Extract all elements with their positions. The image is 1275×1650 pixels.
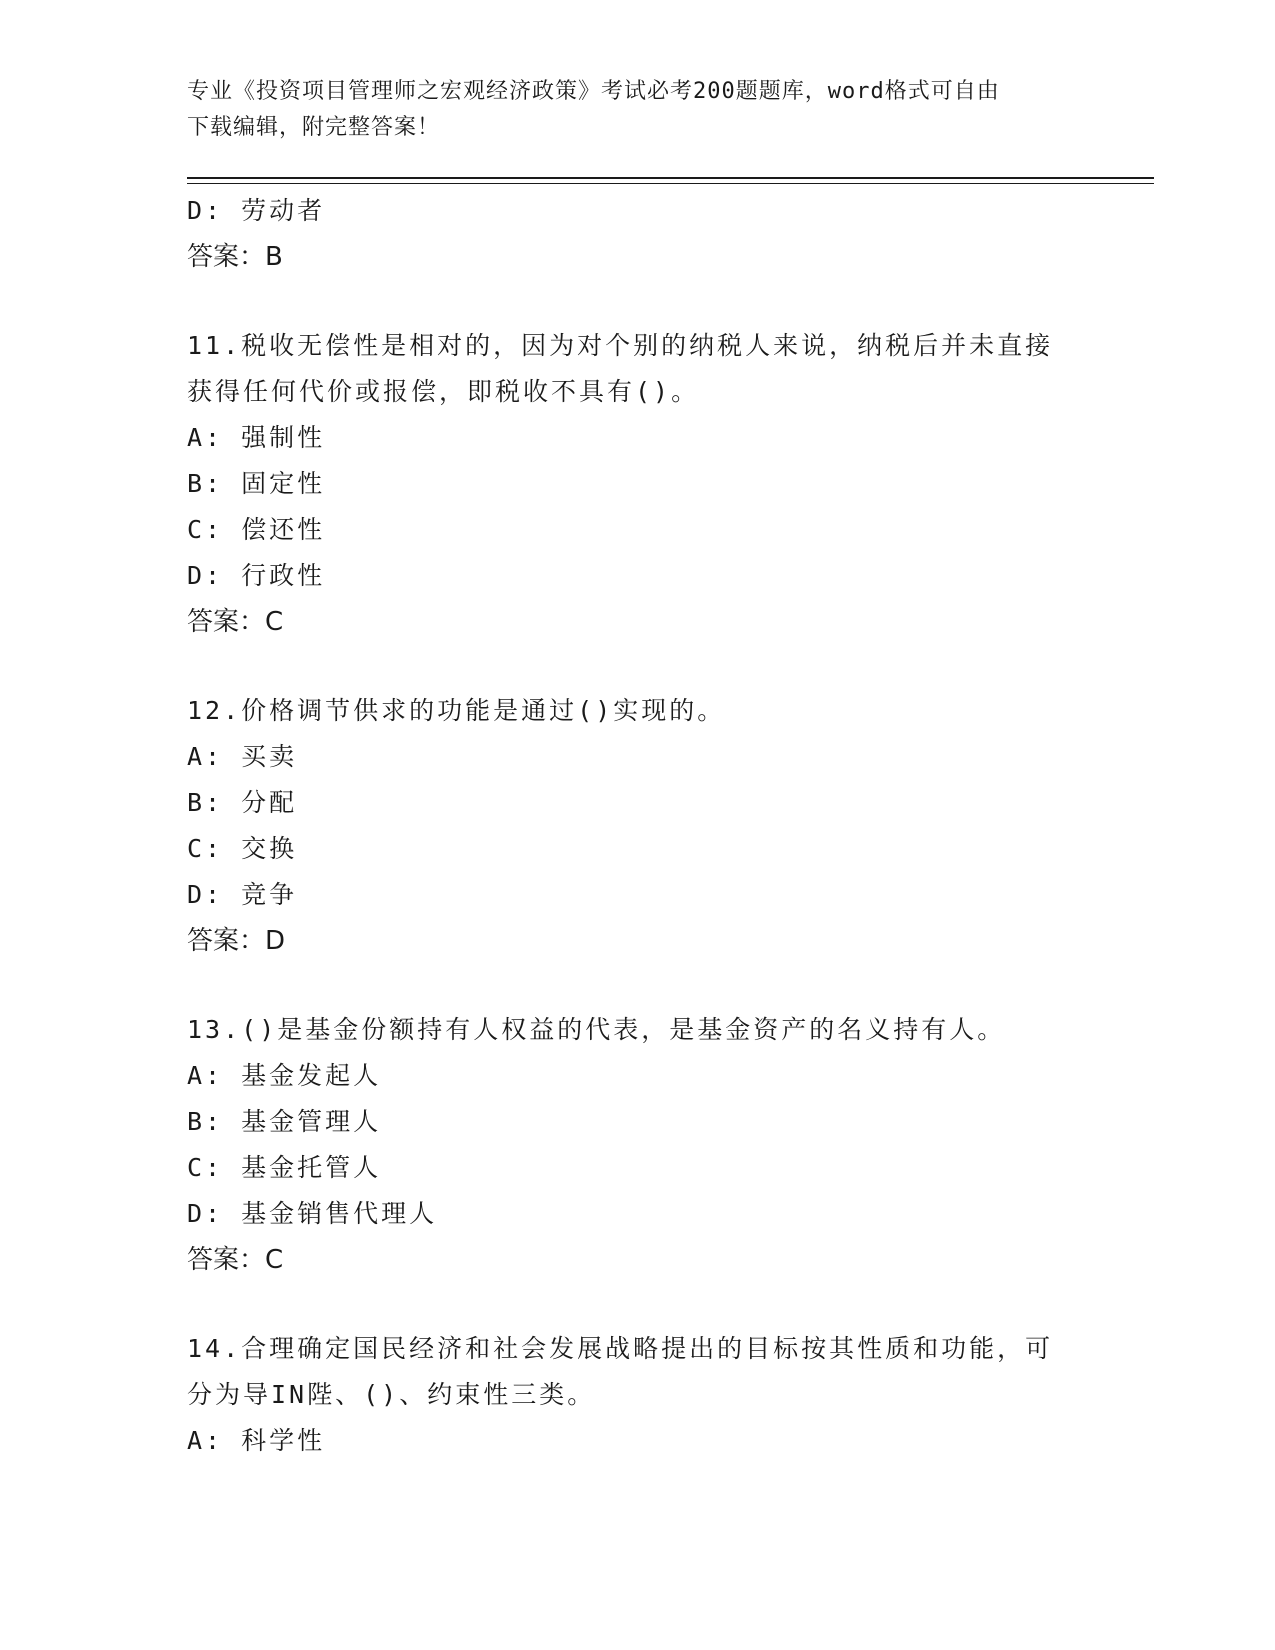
option-b: B: 分配 <box>187 788 298 817</box>
answer-line: 答案：D <box>187 926 286 956</box>
question-text-line: 13.()是基金份额持有人权益的代表，是基金资产的名义持有人。 <box>187 1015 1006 1044</box>
prev-question-tail <box>187 188 1087 280</box>
header-divider-thin <box>187 183 1154 184</box>
answer-line: 答案：C <box>187 607 284 637</box>
question-11 <box>187 323 1087 645</box>
question-text-line: 分为导IN陛、()、约束性三类。 <box>187 1380 596 1409</box>
option-d: D: 竞争 <box>187 880 298 909</box>
question-14 <box>187 1326 1087 1464</box>
option-b: B: 固定性 <box>187 469 326 498</box>
option-a: A: 强制性 <box>187 423 326 452</box>
option-d: D: 基金销售代理人 <box>187 1199 438 1228</box>
question-text-line: 获得任何代价或报偿，即税收不具有()。 <box>187 377 700 406</box>
option-c: C: 交换 <box>187 834 298 863</box>
page-header <box>187 74 1067 146</box>
question-text-line: 11.税收无偿性是相对的，因为对个别的纳税人来说，纳税后并未直接 <box>187 331 1054 360</box>
option-a: A: 基金发起人 <box>187 1061 382 1090</box>
question-13 <box>187 1007 1087 1283</box>
question-text-line: 14.合理确定国民经济和社会发展战略提出的目标按其性质和功能，可 <box>187 1334 1054 1363</box>
answer-line: 答案：B <box>187 242 283 272</box>
option-c: C: 偿还性 <box>187 515 326 544</box>
document-body <box>187 188 1087 1464</box>
header-line-1: 专业《投资项目管理师之宏观经济政策》考试必考200题题库，word格式可自由 <box>187 79 1000 104</box>
question-text-line: 12.价格调节供求的功能是通过()实现的。 <box>187 696 726 725</box>
header-divider-thick <box>187 177 1154 179</box>
option-a: A: 买卖 <box>187 742 298 771</box>
option-d: D: 行政性 <box>187 561 326 590</box>
header-line-2: 下载编辑，附完整答案！ <box>187 115 441 140</box>
option-a: A: 科学性 <box>187 1426 326 1455</box>
question-12 <box>187 688 1087 964</box>
answer-line: 答案：C <box>187 1245 284 1275</box>
option-d: D: 劳动者 <box>187 196 326 225</box>
option-b: B: 基金管理人 <box>187 1107 382 1136</box>
option-c: C: 基金托管人 <box>187 1153 382 1182</box>
